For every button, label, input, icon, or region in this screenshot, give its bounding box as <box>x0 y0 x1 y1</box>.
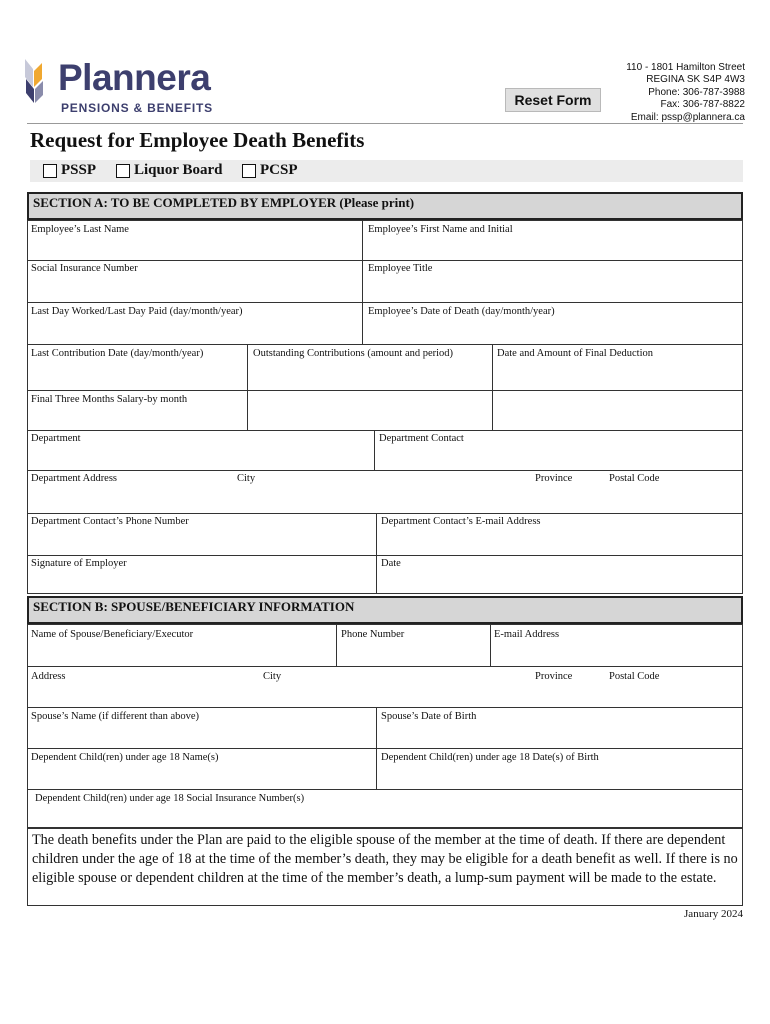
section-b-heading: SECTION B: SPOUSE/BENEFICIARY INFORMATION <box>27 596 743 624</box>
beneficiary-phone-label: Phone Number <box>341 629 405 640</box>
beneficiary-city-label: City <box>263 671 282 682</box>
contact-street: 110 - 1801 Hamilton Street <box>626 62 745 73</box>
reset-form-button[interactable]: Reset Form <box>505 88 601 112</box>
department-province-label: Province <box>535 473 573 484</box>
pcsp-checkbox[interactable] <box>242 164 256 178</box>
department-label: Department <box>31 433 81 444</box>
row-divider <box>27 748 743 749</box>
liquor-board-label: Liquor Board <box>134 162 223 178</box>
date-of-death-label: Employee’s Date of Death (day/month/year) <box>368 306 555 317</box>
employee-first-name-label: Employee’s First Name and Initial <box>368 224 513 235</box>
beneficiary-province-label: Province <box>535 671 573 682</box>
beneficiary-email-label: E-mail Address <box>494 629 560 640</box>
section-a-grid <box>27 220 743 594</box>
death-benefit-notice: The death benefits under the Plan are paid to the eligible spouse of the member at the time of death. If there are dependent children under the age of 18 at the time of the member’s death, they may be eligible for a death benefit as well. If there is no eligible spouse or dependent children at the time of the member’s death, a lump-sum payment will be made to the estate. <box>27 828 743 906</box>
section-a-heading: SECTION A: TO BE COMPLETED BY EMPLOYER (Please print) <box>27 192 743 220</box>
column-divider <box>362 220 363 344</box>
department-postal-code-label: Postal Code <box>609 473 660 484</box>
row-divider <box>27 430 743 431</box>
row-divider <box>27 666 743 667</box>
department-address-label: Department Address <box>31 473 118 484</box>
plan-option-pcsp[interactable] <box>242 162 298 179</box>
row-divider <box>27 390 743 391</box>
plan-option-pssp[interactable] <box>43 162 96 179</box>
spouse-name-label: Spouse’s Name (if different than above) <box>31 711 200 722</box>
row-divider <box>27 470 743 471</box>
sin-label: Social Insurance Number <box>31 263 138 274</box>
liquor-board-checkbox[interactable] <box>116 164 130 178</box>
row-divider <box>27 555 743 556</box>
beneficiary-address-label: Address <box>31 671 66 682</box>
row-divider <box>27 302 743 303</box>
employee-last-name-label: Employee’s Last Name <box>31 224 129 235</box>
child-sin-label: Dependent Child(ren) under age 18 Social Insurance Number(s) <box>35 793 305 804</box>
plan-option-liquor-board[interactable] <box>116 162 223 179</box>
column-divider <box>492 344 493 430</box>
outstanding-contributions-label: Outstanding Contributions (amount and period) <box>253 348 454 359</box>
contact-phone: Phone: 306-787-3988 <box>648 86 745 98</box>
contact-city: REGINA SK S4P 4W3 <box>646 74 745 86</box>
department-city-label: City <box>237 473 256 484</box>
row-divider <box>27 260 743 261</box>
child-names-label: Dependent Child(ren) under age 18 Name(s) <box>31 752 219 763</box>
plan-selector <box>30 160 743 182</box>
beneficiary-postal-code-label: Postal Code <box>609 671 660 682</box>
form-title: Request for Employee Death Benefits <box>30 128 365 152</box>
logo-wordmark: Plannera <box>58 57 211 98</box>
last-day-worked-label: Last Day Worked/Last Day Paid (day/month/year) <box>31 306 243 317</box>
final-deduction-label: Date and Amount of Final Deduction <box>497 348 654 359</box>
header-divider <box>27 123 743 124</box>
contact-phone-label: Department Contact’s Phone Number <box>31 516 189 527</box>
row-divider <box>27 789 743 790</box>
contact-email-label: Department Contact’s E-mail Address <box>381 516 541 527</box>
spouse-dob-label: Spouse’s Date of Birth <box>381 711 477 722</box>
contact-fax: Fax: 306-787-8822 <box>660 99 745 111</box>
plannera-logo-icon <box>22 57 52 105</box>
signature-date-label: Date <box>381 558 401 569</box>
column-divider <box>336 624 337 666</box>
contact-email: Email: pssp@plannera.ca <box>630 111 745 123</box>
revision-date: January 2024 <box>684 908 743 920</box>
employee-title-label: Employee Title <box>368 263 433 274</box>
column-divider <box>376 707 377 789</box>
department-contact-label: Department Contact <box>379 433 464 444</box>
column-divider <box>374 430 375 470</box>
last-contribution-label: Last Contribution Date (day/month/year) <box>31 348 204 359</box>
row-divider <box>27 707 743 708</box>
final-salary-label: Final Three Months Salary-by month <box>31 394 188 405</box>
row-divider <box>27 344 743 345</box>
child-dob-label: Dependent Child(ren) under age 18 Date(s) of Birth <box>381 752 599 763</box>
beneficiary-name-label: Name of Spouse/Beneficiary/Executor <box>31 629 194 640</box>
column-divider <box>247 344 248 430</box>
logo-tagline: PENSIONS & BENEFITS <box>61 101 213 115</box>
row-divider <box>27 513 743 514</box>
employer-signature-label: Signature of Employer <box>31 558 127 569</box>
pssp-checkbox[interactable] <box>43 164 57 178</box>
column-divider <box>376 513 377 594</box>
pcsp-label: PCSP <box>260 162 298 178</box>
column-divider <box>490 624 491 666</box>
contact-address-block <box>626 62 745 124</box>
pssp-label: PSSP <box>61 162 97 178</box>
